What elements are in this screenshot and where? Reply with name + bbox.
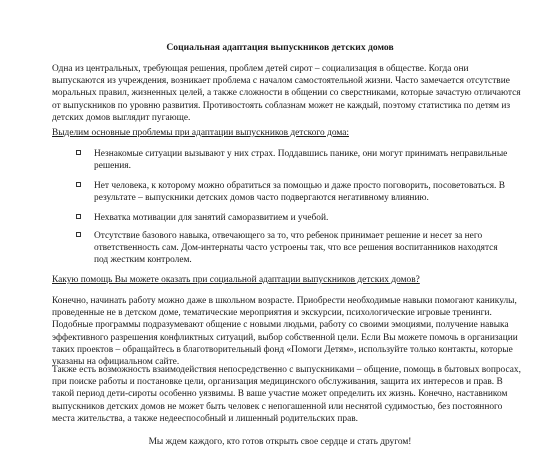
problems-heading: Выделим основные проблемы при адаптации выпускников детского дома: [52,128,349,138]
checkbox-bullet-icon [76,214,81,219]
help-paragraph-2: Также есть возможность взаимодействия непосредственно с выпускниками – общение, помощь в бытовых вопросах, при поиске работы и постановке цели, организация медицинского обслуживания, защита их интересов и прав. В такой период дети-сироты особенно уязвимы. В ваше участие может определить их жизнь. Конечно, наставником выпускников детских домов не может быть человек с непогашенной или неснятой судимостью, без постоянного места жительства, а также недееспособный и лишенный родительских прав. [52,365,521,424]
help-paragraph-1: Конечно, начинать работу можно даже в школьном возрасте. Приобрести необходимые навыки помогают каникулы, проведенные не в детском доме, тематические мероприятия и экскурсии, психологические игровые тренинги. Подобные программы подразумевают общение с новыми людьми, работу со своими эмоциями, получение навыка эффективного разрешения конфликтных ситуаций, выбор собственной цели. Если Вы можете помочь в организации таких проектов – обращайтесь в благотворительный фонд «Помоги Детям», используйте только контакты, которые указаны на официальном сайте. [52,296,518,368]
checkbox-bullet-icon [76,150,81,155]
help-heading: Какую помощь Вы можете оказать при социальной адаптации выпускников детских домов? [52,275,420,285]
page-title: Социальная адаптация выпускников детских домов [166,42,394,53]
list-item-text: Нет человека, к которому можно обратиться за помощью и даже просто поговорить, посоветоваться. В результате – выпускники детских домов часто подвергаются негативному влиянию. [94,181,505,204]
closing-line: Мы ждем каждого, кто готов открыть свое сердце и стать другом! [148,437,412,447]
list-item-text: Незнакомые ситуации вызывают у них страх. Поддавшись панике, они могут принимать неправильные решения. [94,149,508,172]
intro-paragraph: Одна из центральных, требующая решения, проблем детей сирот – социализация в обществе. Когда они выпускаются из учреждения, возникает проблема с началом самостоятельной жизни. Часто замечается отсутствие моральных правил, жизненных целей, а также сложности в общении со сверстниками, которые зачастую отличаются от выпускников по уровню развития. Противостоять соблазнам может не каждый, поэтому статистика по детям из детских домов выглядит пугающе. [52,64,521,123]
list-item-text: Отсутствие базового навыка, отвечающего за то, что ребенок принимает решение и несет за него ответственность сам. Дом-интернаты часто устроены так, что все решения воспитанников находятся под жестким контролем. [94,231,498,266]
checkbox-bullet-icon [76,232,81,237]
checkbox-bullet-icon [76,182,81,187]
list-item-text: Нехватка мотивации для занятий саморазвитием и учебой. [94,213,329,223]
